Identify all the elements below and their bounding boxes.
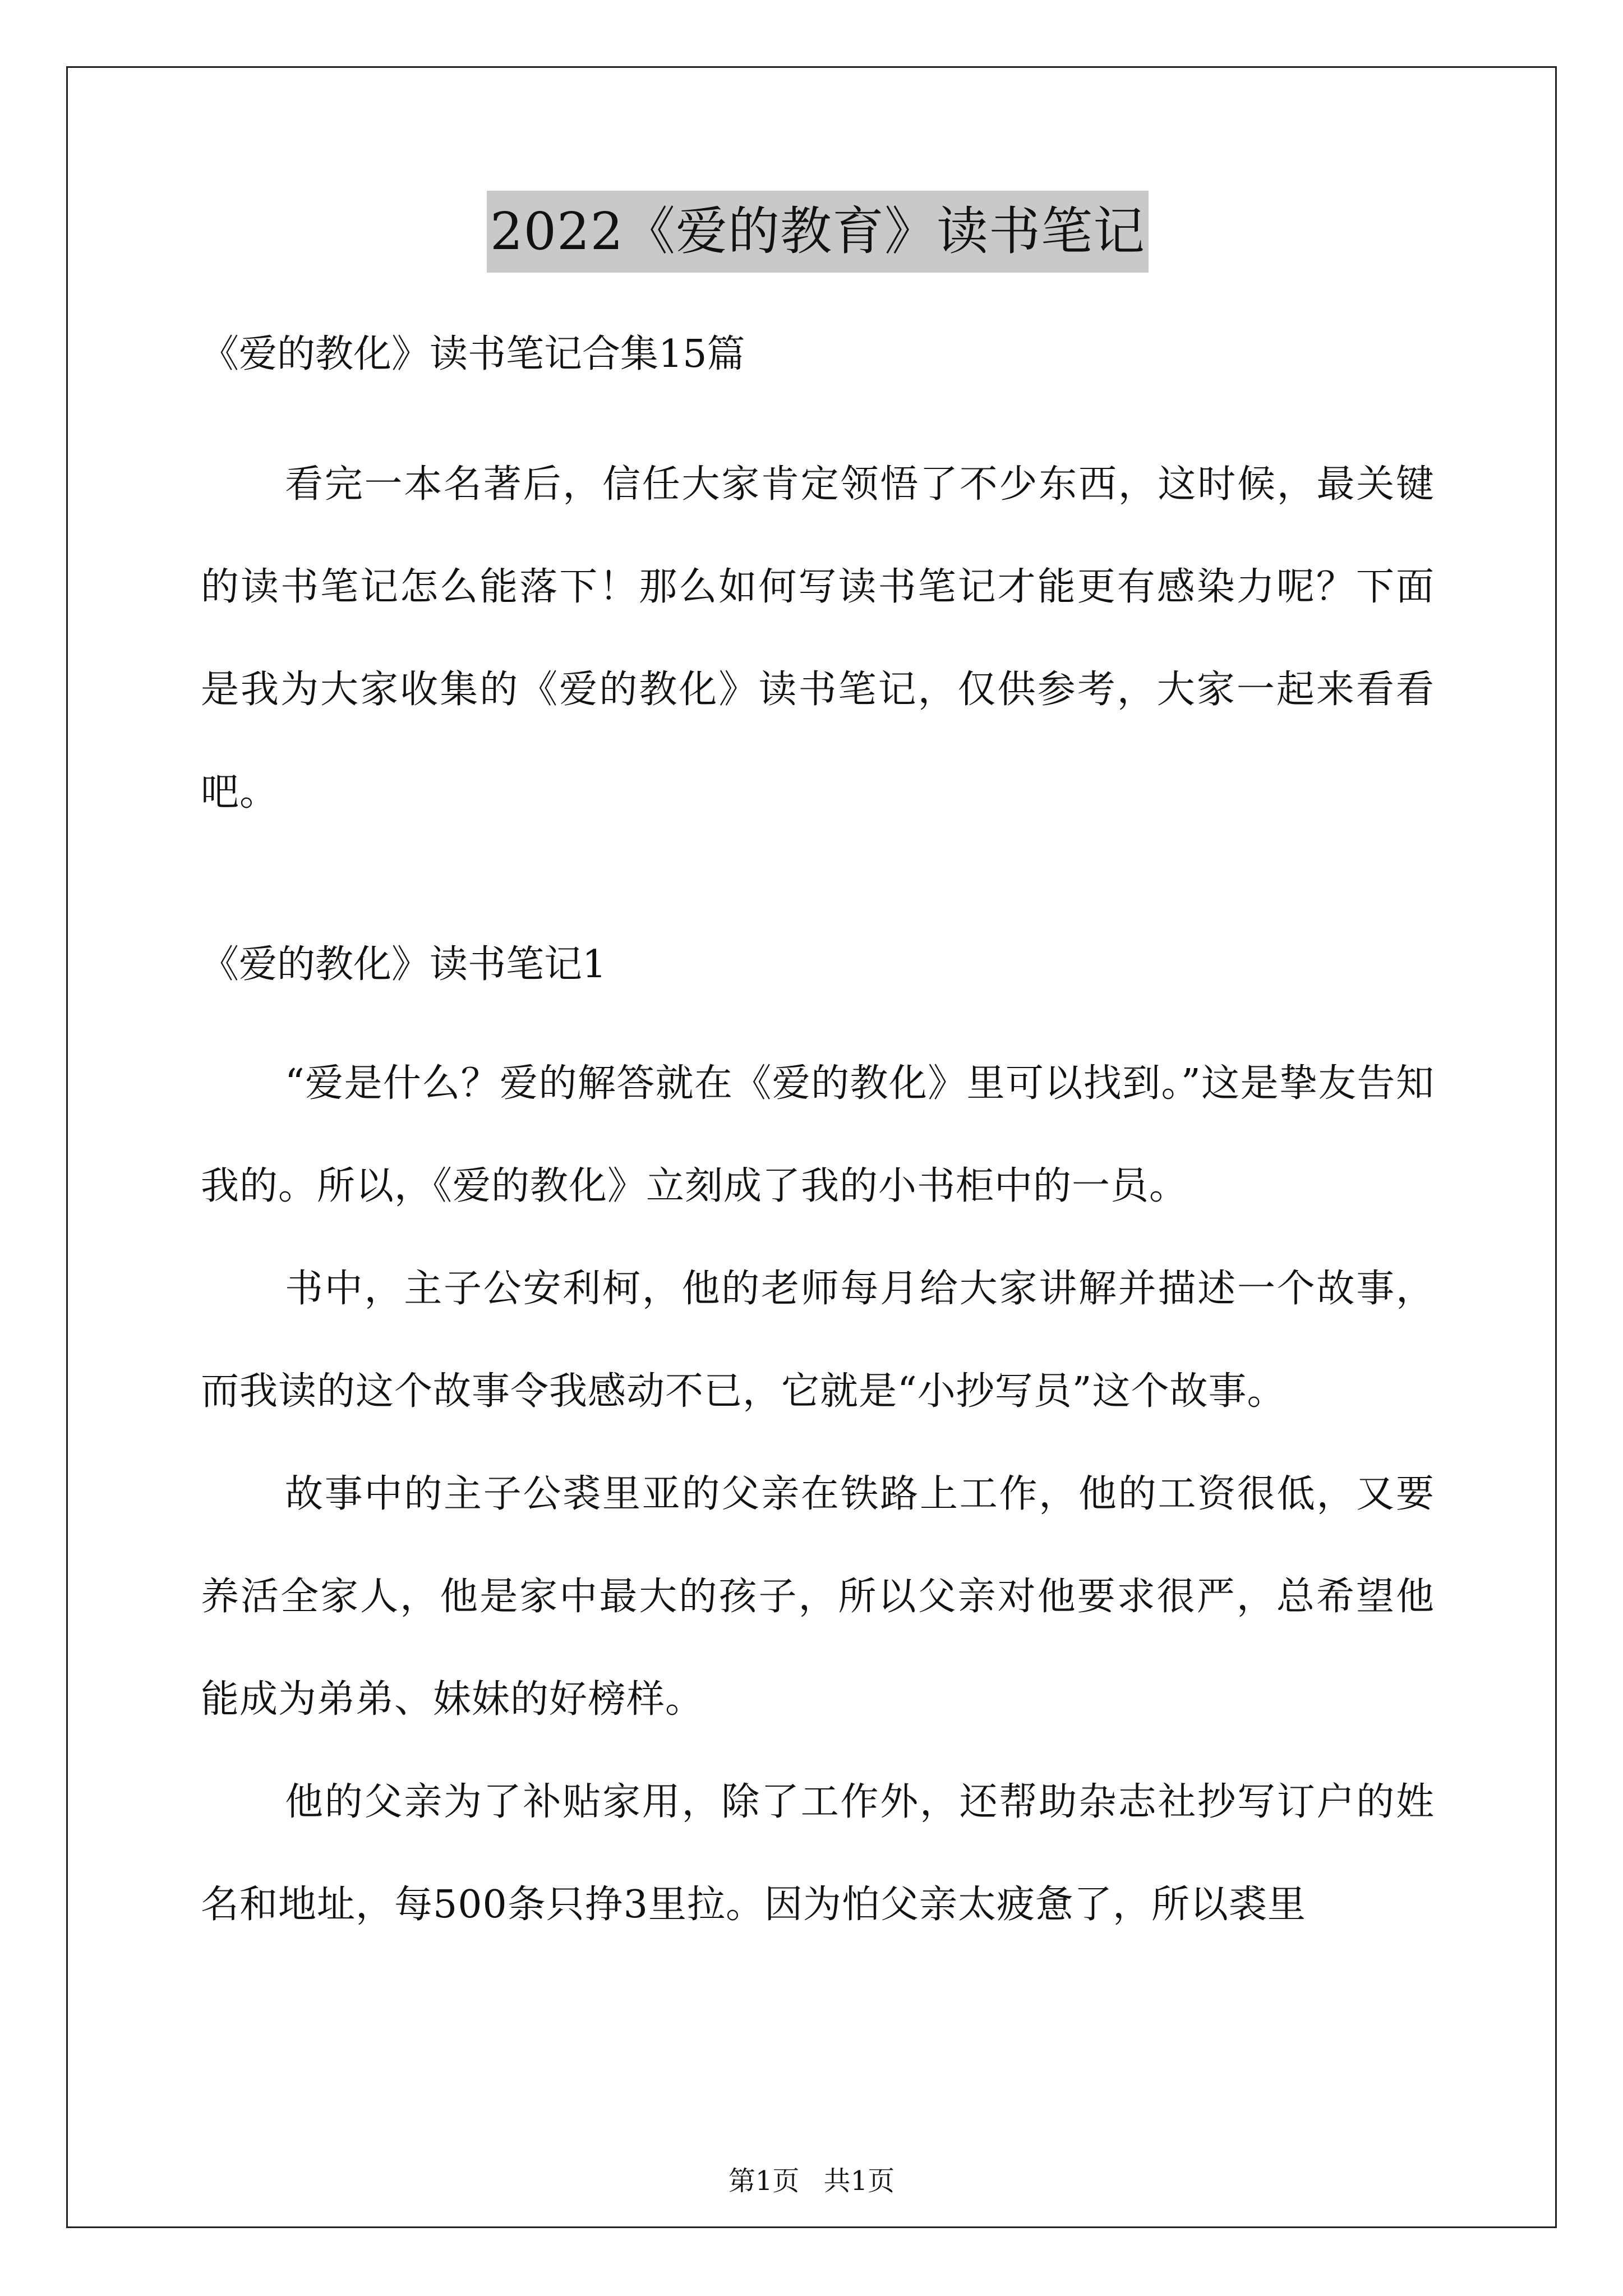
body-paragraph-4: 他的父亲为了补贴家用，除了工作外，还帮助杂志社抄写订户的姓名和地址，每500条只挣3里拉。因为怕父亲太疲惫了，所以裘里 <box>201 1780 1435 1927</box>
page-total: 共1页 <box>823 2165 895 2197</box>
body-paragraph-2: 书中，主子公安利柯，他的老师每月给大家讲解并描述一个故事，而我读的这个故事令我感动不已，它就是“小抄写员”这个故事。 <box>201 1267 1435 1414</box>
document-title: 2022《爱的教育》读书笔记 <box>487 191 1149 273</box>
page-footer <box>0 2164 1623 2198</box>
intro-paragraph: 看完一本名著后，信任大家肯定领悟了不少东西，这时候，最关键的读书笔记怎么能落下！那么如何写读书笔记才能更有感染力呢？下面是我为大家收集的《爱的教化》读书笔记，仅供参考，大家一起来看看吧。 <box>201 462 1435 815</box>
document-body <box>201 191 1435 1956</box>
page-number: 第1页 <box>728 2165 800 2197</box>
collection-heading: 《爱的教化》读书笔记合集15篇 <box>201 332 745 376</box>
section-heading: 《爱的教化》读书笔记1 <box>201 942 607 987</box>
body-paragraph-3: 故事中的主子公裘里亚的父亲在铁路上工作，他的工资很低，又要养活全家人，他是家中最大的孩子，所以父亲对他要求很严，总希望他能成为弟弟、妹妹的好榜样。 <box>201 1472 1435 1722</box>
body-paragraph-1: “爱是什么？爱的解答就在《爱的教化》里可以找到。”这是挚友告知我的。所以，《爱的教化》立刻成了我的小书柜中的一员。 <box>201 1061 1435 1208</box>
title-container <box>201 191 1435 273</box>
